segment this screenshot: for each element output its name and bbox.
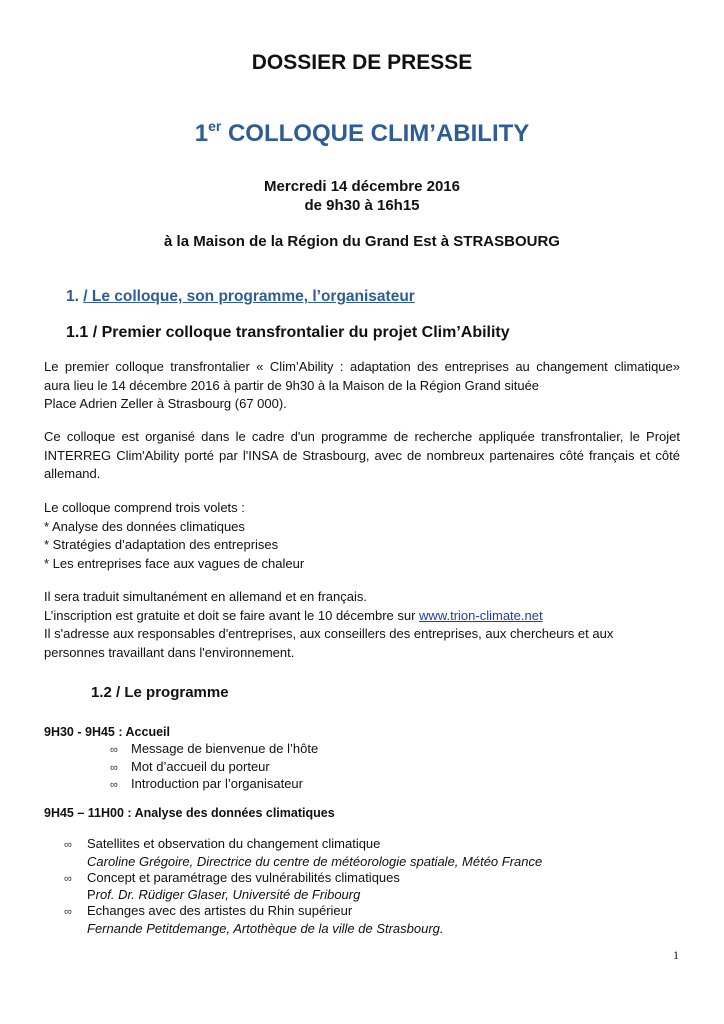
paragraph-line: Place Adrien Zeller à Strasbourg (67 000). (44, 396, 287, 411)
translation-note: Il sera traduit simultanément en allemand et en français. (44, 589, 368, 604)
volets-intro: Le colloque comprend trois volets : (44, 500, 245, 515)
event-title-text: COLLOQUE CLIM’ABILITY (221, 120, 530, 147)
registration-note (44, 607, 680, 626)
section-1-heading (66, 288, 415, 306)
event-title-number: 1 (194, 120, 209, 147)
event-title (0, 120, 724, 148)
talk-item (64, 903, 542, 937)
list-item (110, 741, 318, 759)
page-number: 1 (673, 948, 679, 962)
list-item (110, 776, 318, 794)
audience-note: Il s'adresse aux responsables d'entreprises, aux conseillers des entreprises, aux chercheurs et aux (44, 626, 614, 641)
registration-text: L’inscription est gratuite et doit se faire avant le 10 décembre sur (44, 607, 420, 623)
section-1-number: 1. (66, 288, 84, 305)
talk-item (64, 836, 542, 870)
event-venue: à la Maison de la Région du Grand Est à STRASBOURG (164, 233, 560, 250)
talk-speaker: Fernande Petitdemange, Artothèque de la ville de Strasbourg. (87, 920, 444, 936)
infinity-bullet-icon: ∞ (64, 872, 72, 885)
talk-title: Echanges avec des artistes du Rhin supérieur (87, 903, 353, 919)
volets-list (44, 499, 680, 573)
section-1-1-heading: 1.1 / Premier colloque transfrontalier du projet Clim’Ability (66, 324, 510, 341)
infinity-bullet-icon: ∞ (110, 779, 118, 791)
paragraph-line: allemand. (44, 466, 101, 481)
talk-title: Satellites et observation du changement climatique (87, 836, 381, 851)
schedule-slot-heading: 9H30 - 9H45 : Accueil (44, 725, 170, 739)
talk-title: Concept et paramétrage des vulnérabilités climatiques (87, 869, 400, 885)
volet-item: * Les entreprises face aux vagues de chaleur (44, 555, 305, 571)
list-item-text: Introduction par l’organisateur (131, 776, 303, 791)
talk-speaker: Prof. Dr. Rüdiger Glaser, Université de Fribourg (87, 887, 361, 903)
event-time: de 9h30 à 16h15 (304, 197, 420, 214)
infinity-bullet-icon: ∞ (110, 761, 118, 774)
schedule-slot-talks (64, 836, 542, 937)
infinity-bullet-icon: ∞ (64, 906, 72, 919)
list-item-text: Mot d’accueil du porteur (131, 758, 270, 774)
intro-paragraph (44, 358, 680, 414)
infinity-bullet-icon: ∞ (64, 839, 72, 851)
list-item (110, 759, 318, 777)
volet-item: * Stratégies d’adaptation des entreprises (44, 537, 279, 552)
registration-paragraph (44, 588, 680, 662)
section-1-2-heading: 1.2 / Le programme (91, 684, 229, 701)
paragraph-line: aura lieu le 14 décembre 2016 à partir de 9h30 à la Maison de la Région Grand située (44, 377, 540, 393)
schedule-slot-heading: 9H45 – 11H00 : Analyse des données climatiques (44, 806, 335, 820)
registration-link[interactable]: www.trion-climate.net (419, 607, 543, 623)
event-title-ordinal: er (208, 118, 222, 134)
organisation-paragraph (44, 428, 680, 484)
paragraph-line: Ce colloque est organisé dans le cadre d'un programme de recherche appliquée transfrontalier, le Projet (44, 429, 680, 444)
volet-item: * Analyse des données climatiques (44, 518, 245, 534)
list-item-text: Message de bienvenue de l’hôte (131, 741, 319, 756)
document-title: DOSSIER DE PRESSE (251, 51, 473, 74)
schedule-slot-items (110, 741, 318, 794)
talk-speaker: Caroline Grégoire, Directrice du centre de météorologie spatiale, Météo France (87, 853, 543, 869)
event-date: Mercredi 14 décembre 2016 (264, 178, 460, 195)
section-1-title: / Le colloque, son programme, l’organisateur (83, 288, 415, 305)
talk-item (64, 870, 542, 904)
paragraph-line: INTERREG Clim'Ability porté par l'INSA de Strasbourg, avec de nombreux partenaires côté français et côté (44, 447, 680, 463)
audience-note: personnes travaillant dans l'environnement. (44, 644, 295, 660)
paragraph-line: Le premier colloque transfrontalier « Clim’Ability : adaptation des entreprises au changement climatique» (44, 359, 680, 374)
infinity-bullet-icon: ∞ (110, 744, 118, 756)
